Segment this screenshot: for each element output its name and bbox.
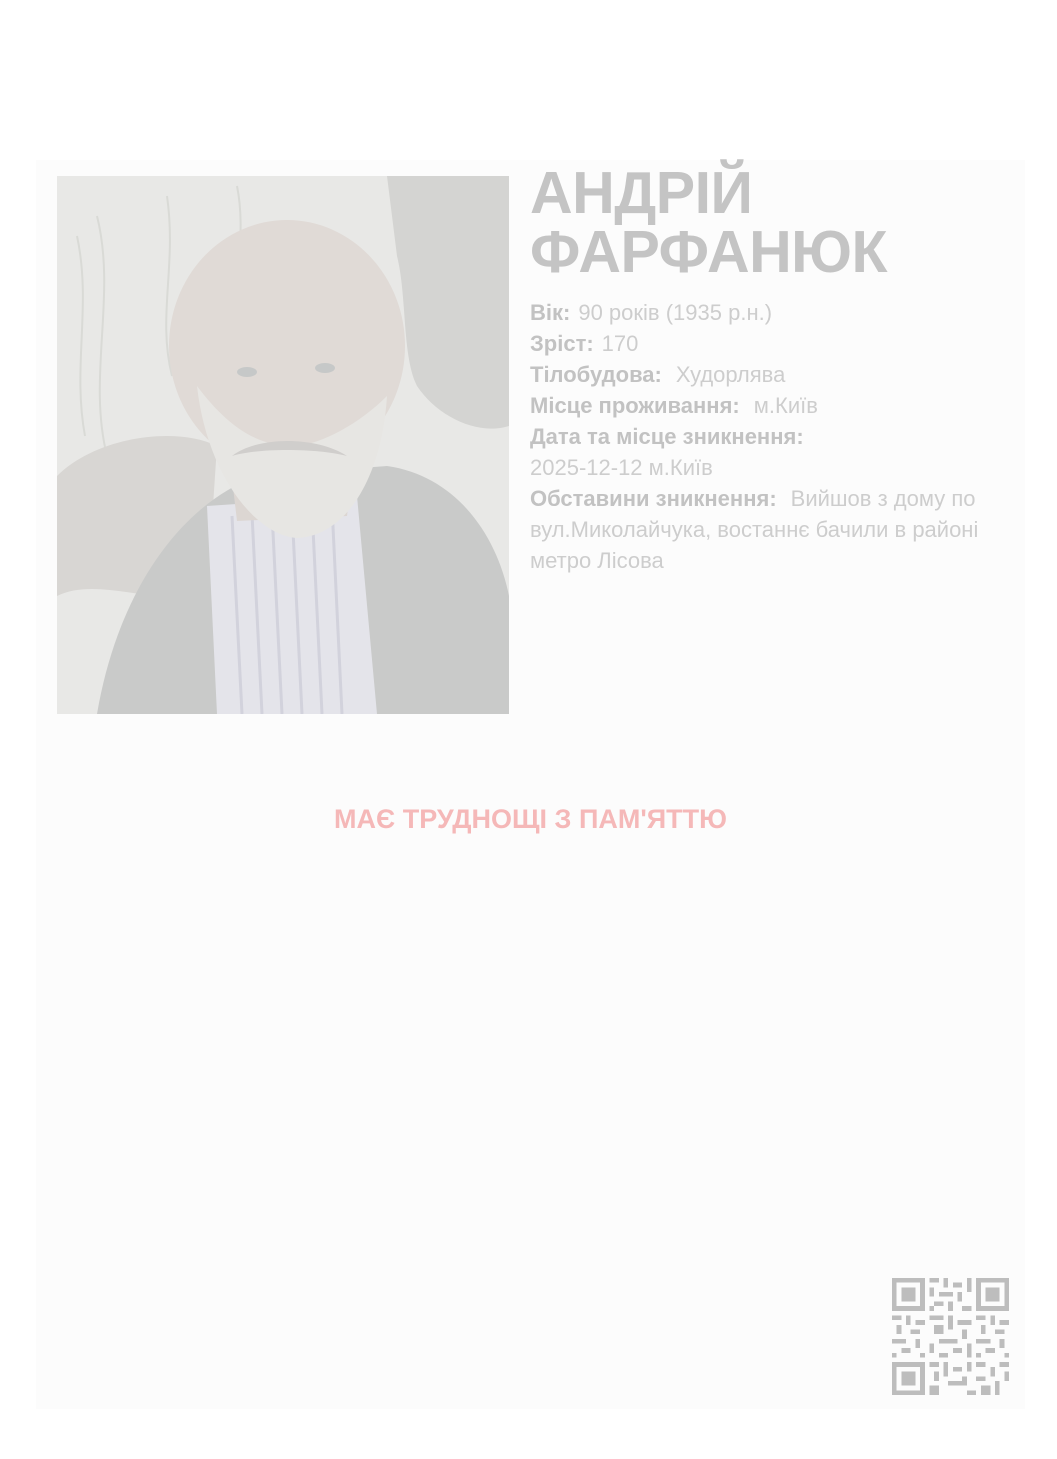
circumstances-value: Вийшов з дому по вул.Миколайчука, востаннє бачили в районі метро Лісова: [530, 486, 979, 573]
residence-value: м.Київ: [753, 393, 818, 418]
residence-row: [530, 390, 1000, 421]
height-value: 170: [601, 331, 639, 356]
last-name: ФАРФАНЮК: [530, 219, 888, 285]
circumstances-label: Обставини зникнення:: [530, 486, 777, 511]
height-row: [530, 328, 1000, 359]
disappearance-value: 2025-12-12 м.Київ: [530, 455, 713, 480]
person-photo: [57, 176, 509, 714]
age-value: 90 років (1935 р.н.): [578, 300, 773, 325]
disappearance-label: Дата та місце зникнення:: [530, 424, 804, 449]
person-name: [530, 160, 1010, 285]
residence-label: Місце проживання:: [530, 393, 740, 418]
memory-warning: МАЄ ТРУДНОЩІ З ПАМ'ЯТТЮ: [334, 804, 727, 834]
build-row: [530, 359, 1000, 390]
build-value: Худорлява: [675, 362, 786, 387]
person-details: [530, 297, 1000, 576]
age-row: [530, 297, 1000, 328]
build-label: Тілобудова:: [530, 362, 662, 387]
qr-code-icon[interactable]: [892, 1278, 1009, 1395]
height-label: Зріст:: [530, 331, 594, 356]
disappearance-row: [530, 421, 1000, 483]
circumstances-row: [530, 483, 1000, 576]
age-label: Вік:: [530, 300, 571, 325]
first-name: АНДРІЙ: [530, 160, 753, 226]
